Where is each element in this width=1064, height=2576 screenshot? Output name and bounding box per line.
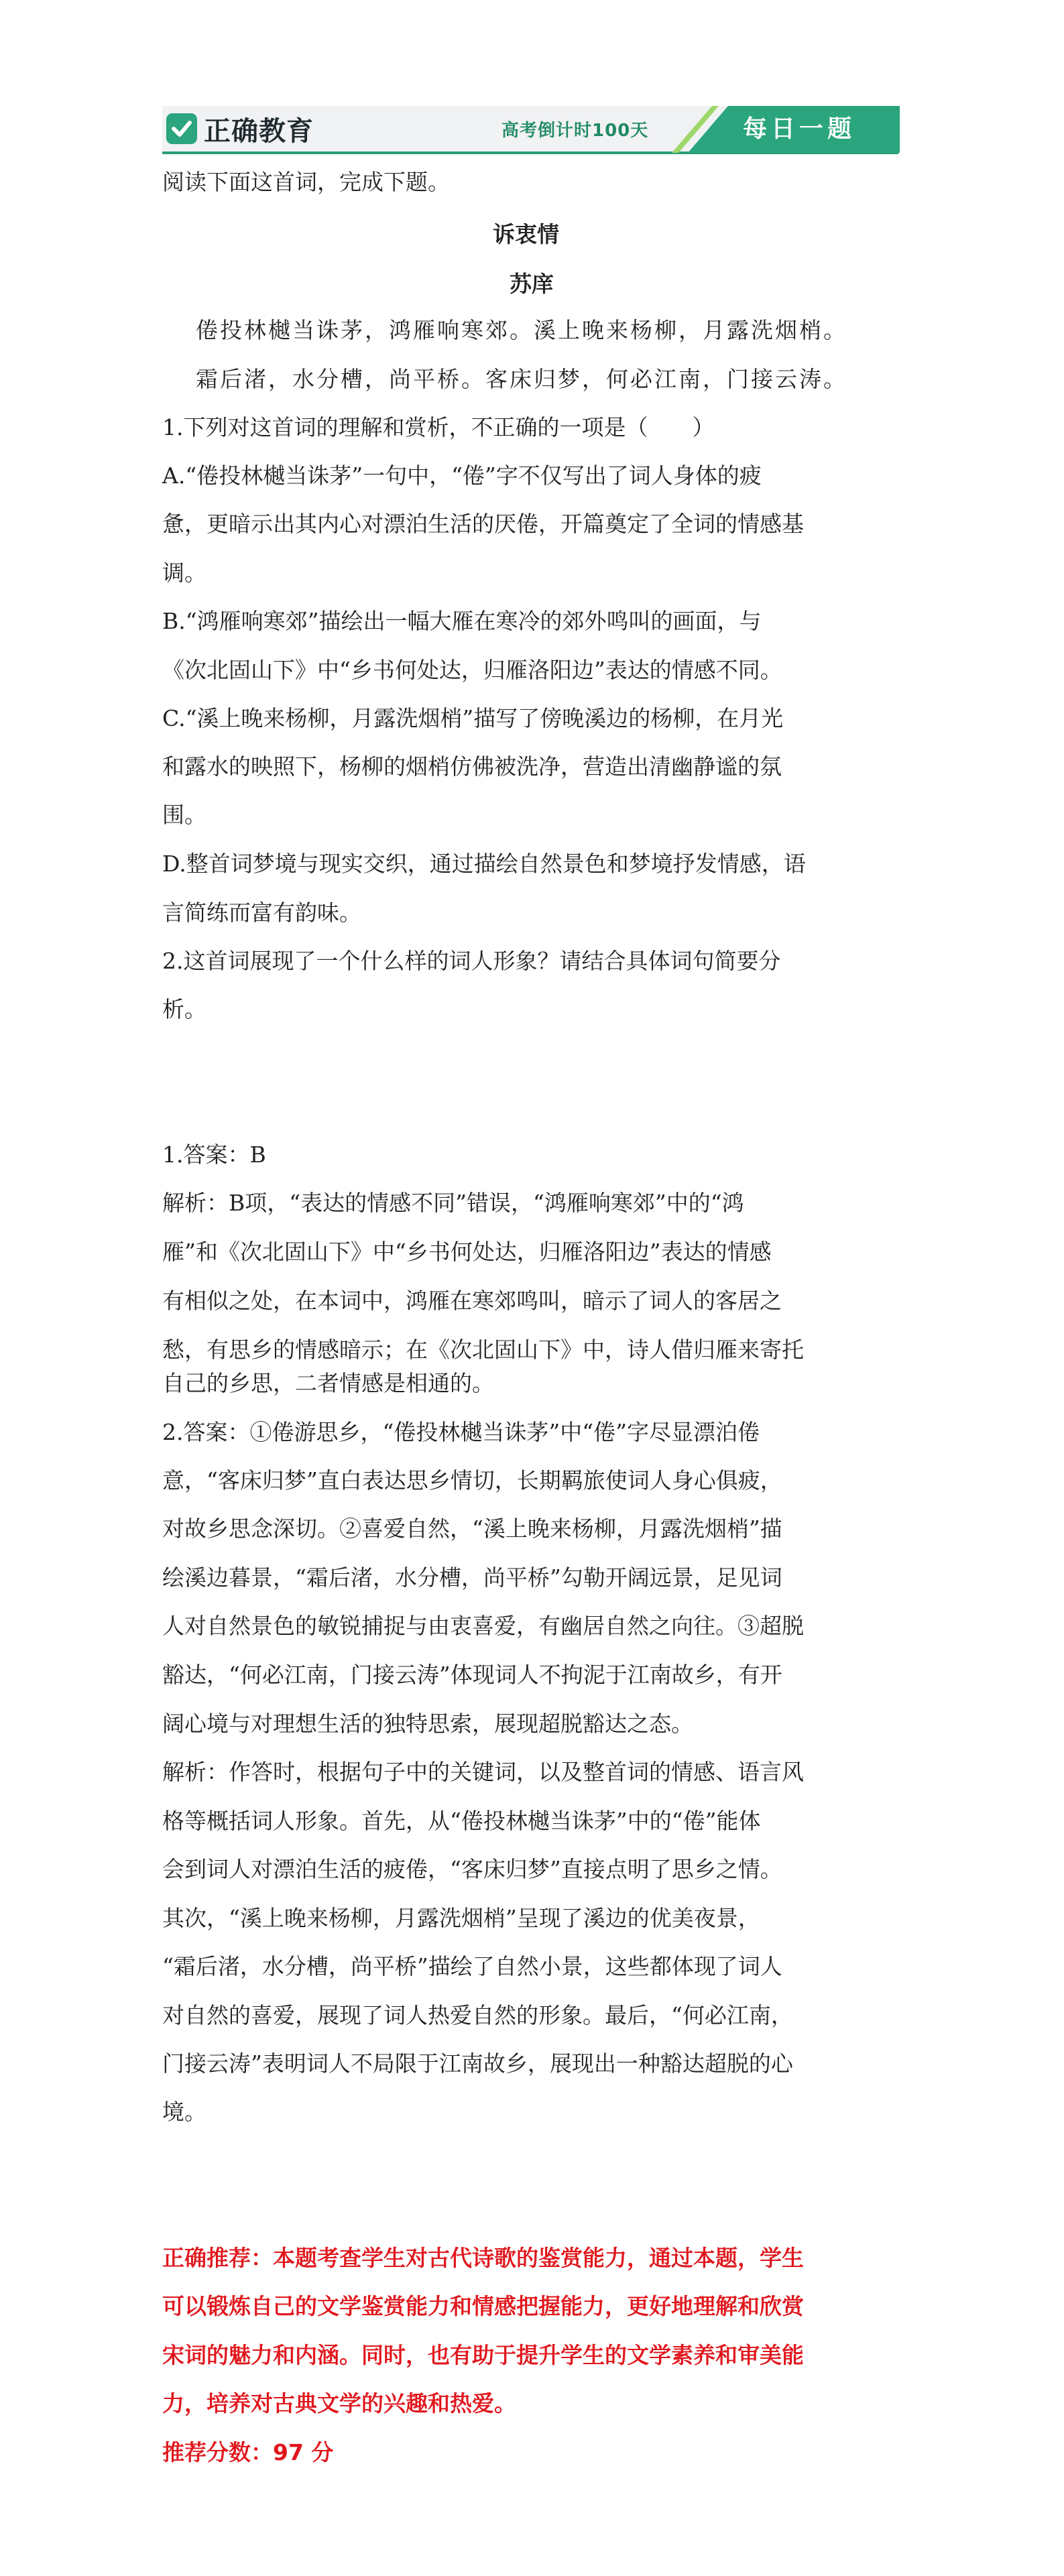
answer-2-line-5: 人对自然景色的敏锐捕捉与由衷喜爱，有幽居自然之向往。③超脱: [162, 1613, 804, 1639]
answer-2-line-3: 对故乡思念深切。②喜爱自然，“溪上晚来杨柳，月露洗烟梢”描: [162, 1516, 782, 1542]
option-c-line-1: C.“溪上晚来杨柳，月露洗烟梢”描写了傍晚溪边的杨柳，在月光: [162, 705, 784, 731]
logo-text: 正确教育: [204, 115, 314, 147]
option-b-line-2: 《次北固山下》中“乡书何处达，归雁洛阳边”表达的情感不同。: [162, 657, 782, 683]
recommend-line-3: 宋词的魅力和内涵。同时，也有助于提升学生的文学素养和审美能: [162, 2342, 804, 2368]
question-1-stem: 1.下列对这首词的理解和赏析，不正确的一项是（ ）: [162, 414, 715, 440]
recommend-line-4: 力，培养对古典文学的兴趣和热爱。: [162, 2390, 516, 2416]
check-icon: [166, 113, 197, 144]
option-c-line-2: 和露水的映照下，杨柳的烟梢仿佛被洗净，营造出清幽静谧的氛: [162, 753, 782, 780]
explanation-2-line-5: “霜后渚，水分槽，尚平桥”描绘了自然小景，这些都体现了词人: [162, 1953, 782, 1979]
poem-title: 诉衷情: [493, 221, 559, 247]
option-d-line-2: 言简练而富有韵味。: [162, 900, 361, 926]
answer-2-line-1: 2.答案：①倦游思乡，“倦投林樾当诛茅”中“倦”字尽显漂泊倦: [162, 1419, 760, 1445]
answer-1: 1.答案：B: [162, 1142, 266, 1168]
explanation-2-line-6: 对自然的喜爱，展现了词人热爱自然的形象。最后，“何必江南，: [162, 2002, 793, 2028]
poem-line-2: 霜后渚，水分槽，尚平桥。客床归梦，何必江南，门接云涛。: [196, 366, 847, 392]
question-2-line-2: 析。: [162, 996, 206, 1022]
recommend-score: 推荐分数：97 分: [162, 2439, 334, 2465]
answer-2-line-7: 阔心境与对理想生活的独特思索，展现超脱豁达之态。: [162, 1711, 693, 1737]
recommend-line-1: 正确推荐：本题考查学生对古代诗歌的鉴赏能力，通过本题，学生: [162, 2245, 804, 2271]
explanation-2-line-1: 解析：作答时，根据句子中的关键词，以及整首词的情感、语言风: [162, 1759, 804, 1785]
question-2-line-1: 2.这首词展现了一个什么样的词人形象？请结合具体词句简要分: [162, 948, 781, 974]
explanation-1-line-1: 解析：B项，“表达的情感不同”错误，“鸿雁响寒郊”中的“鸿: [162, 1190, 744, 1216]
explanation-1-line-3: 有相似之处，在本词中，鸿雁在寒郊鸣叫，暗示了词人的客居之: [162, 1288, 782, 1314]
option-c-line-3: 围。: [162, 802, 206, 828]
explanation-1-line-4: 愁，有思乡的情感暗示；在《次北固山下》中，诗人借归雁来寄托: [162, 1337, 804, 1363]
explanation-2-line-4: 其次，“溪上晚来杨柳，月露洗烟梢”呈现了溪边的优美夜景，: [162, 1905, 760, 1931]
option-a-line-1: A.“倦投林樾当诛茅”一句中，“倦”字不仅写出了词人身体的疲: [162, 463, 762, 489]
exam-countdown: 高考倒计时100天: [501, 121, 649, 141]
explanation-1-line-5: 自己的乡思，二者情感是相通的。: [162, 1370, 494, 1396]
option-d-line-1: D.整首词梦境与现实交织，通过描绘自然景色和梦境抒发情感，语: [162, 851, 806, 877]
poem-line-1: 倦投林樾当诛茅，鸿雁响寒郊。溪上晚来杨柳，月露洗烟梢。: [196, 317, 847, 343]
explanation-2-line-7: 门接云涛”表明词人不局限于江南故乡，展现出一种豁达超脱的心: [162, 2050, 793, 2077]
explanation-2-line-3: 会到词人对漂泊生活的疲倦，“客床归梦”直接点明了思乡之情。: [162, 1856, 782, 1882]
intro-text: 阅读下面这首词，完成下题。: [162, 169, 450, 195]
explanation-1-line-2: 雁”和《次北固山下》中“乡书何处达，归雁洛阳边”表达的情感: [162, 1239, 772, 1265]
option-a-line-2: 惫，更暗示出其内心对漂泊生活的厌倦，开篇奠定了全词的情感基: [162, 511, 804, 537]
recommend-line-2: 可以锻炼自己的文学鉴赏能力和情感把握能力，更好地理解和欣赏: [162, 2293, 804, 2319]
answer-2-line-6: 豁达，“何必江南，门接云涛”体现词人不拘泥于江南故乡，有开: [162, 1662, 782, 1688]
explanation-2-line-2: 格等概括词人形象。首先，从“倦投林樾当诛茅”中的“倦”能体: [162, 1808, 761, 1834]
answer-2-line-4: 绘溪边暮景，“霜后渚，水分槽，尚平桥”勾勒开阔远景，足见词: [162, 1565, 782, 1591]
brand-logo: [166, 110, 314, 147]
answer-2-line-2: 意，“客床归梦”直白表达思乡情切，长期羁旅使词人身心俱疲，: [162, 1467, 782, 1493]
explanation-2-line-8: 境。: [162, 2099, 206, 2125]
daily-question-label: 每日一题: [743, 115, 856, 143]
poem-author: 苏庠: [510, 271, 554, 297]
option-a-line-3: 调。: [162, 560, 206, 586]
option-b-line-1: B.“鸿雁响寒郊”描绘出一幅大雁在寒冷的郊外鸣叫的画面，与: [162, 608, 762, 634]
